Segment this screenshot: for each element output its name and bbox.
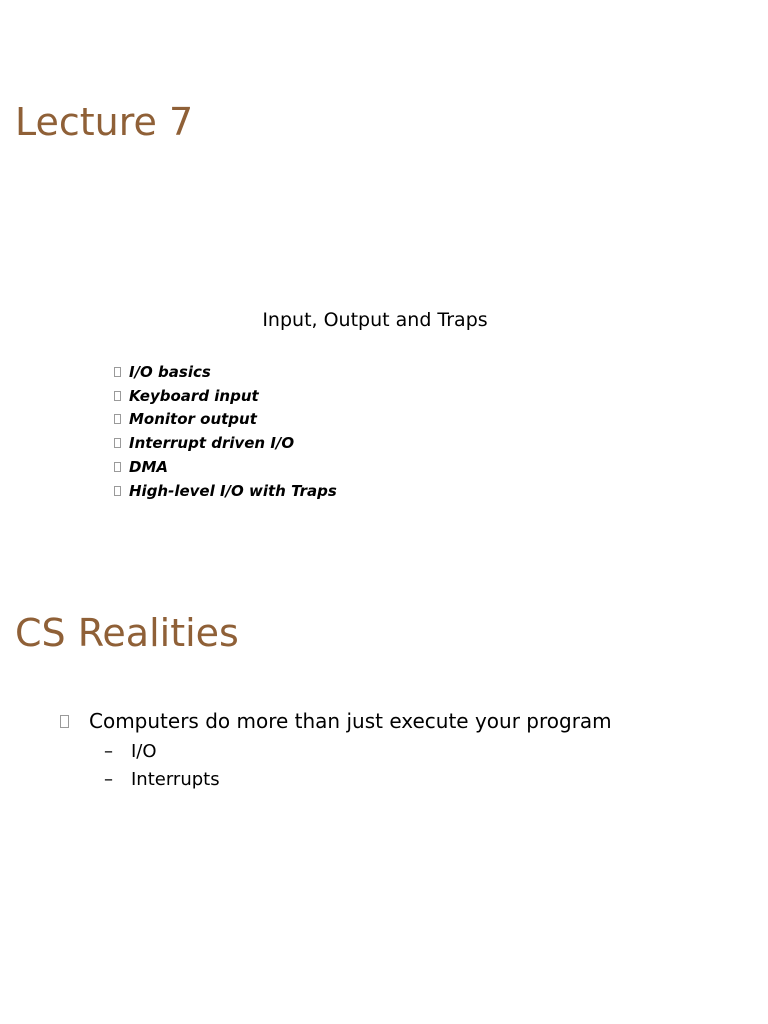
- topic-label: Monitor output: [129, 410, 257, 429]
- topic-label: Interrupt driven I/O: [129, 434, 295, 453]
- topic-label: High-level I/O with Traps: [129, 481, 337, 500]
- topic-label: Keyboard input: [129, 386, 259, 405]
- list-item: [104, 765, 220, 793]
- list-item: [114, 360, 337, 384]
- square-bullet-icon: [114, 367, 121, 377]
- topic-list: [114, 360, 337, 503]
- list-item: [114, 384, 337, 408]
- topic-label: DMA: [129, 458, 168, 477]
- square-bullet-icon: [114, 414, 121, 424]
- list-item: [104, 737, 220, 765]
- list-item: [114, 455, 337, 479]
- square-bullet-icon: [114, 486, 121, 496]
- sub-point-text: I/O: [131, 740, 157, 762]
- square-bullet-icon: [114, 438, 121, 448]
- square-bullet-icon: [60, 715, 69, 728]
- dash-marker: –: [104, 768, 113, 790]
- dash-marker: –: [104, 740, 113, 762]
- sub-point-list: [104, 737, 220, 793]
- main-bullet-point: [60, 709, 612, 733]
- slide-subtitle: Input, Output and Traps: [262, 309, 488, 331]
- square-bullet-icon: [114, 462, 121, 472]
- slide-title-cs-realities: CS Realities: [15, 611, 239, 655]
- topic-label: I/O basics: [129, 362, 211, 381]
- list-item: [114, 479, 337, 503]
- sub-point-text: Interrupts: [131, 768, 220, 790]
- slide-title-lecture: Lecture 7: [15, 100, 194, 144]
- list-item: [114, 408, 337, 432]
- list-item: [114, 431, 337, 455]
- square-bullet-icon: [114, 391, 121, 401]
- main-point-text: Computers do more than just execute your program: [89, 709, 612, 733]
